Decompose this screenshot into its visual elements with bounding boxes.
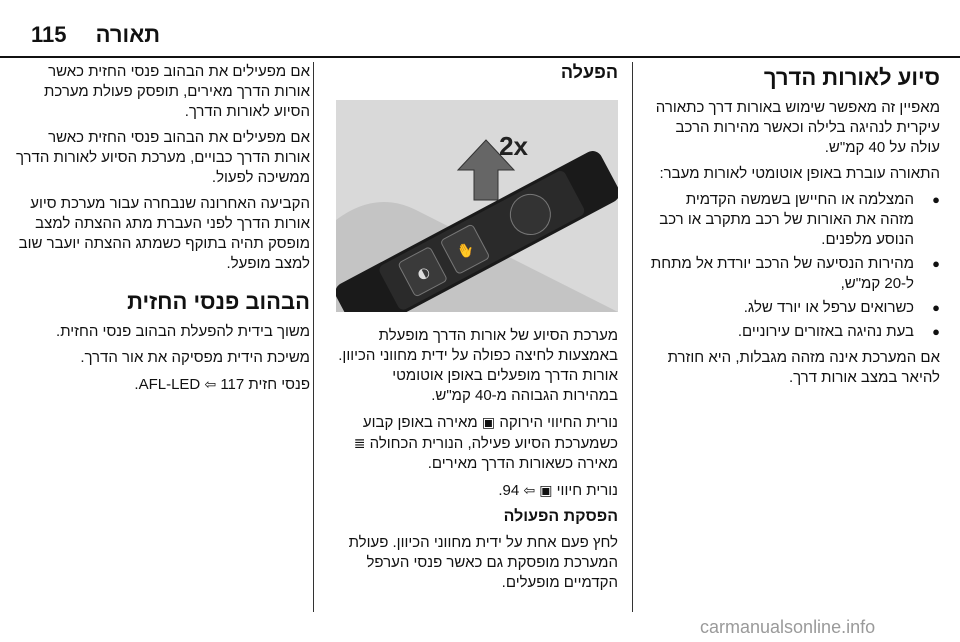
list-item: ● מהירות הנסיעה של הרכב יורדת אל מתחת ל-20 קמ"ש, (650, 254, 940, 294)
paragraph-activation: מערכת הסיוע של אורות הדרך מופעלת באמצעות לחיצה כפולה על ידית מחווני הכיוון. אורות הדרך מופעלים באופן אוטומטי במהירות הגבוהה מ-40 קמ"ש. (338, 327, 618, 404)
list-item: ● כשרואים ערפל או יורד שלג. (650, 298, 940, 318)
stalk-drawing (336, 100, 618, 312)
reference-arrow-icon: ⇦ (523, 482, 536, 498)
column-high-beam-assist (650, 62, 940, 394)
paragraph-last-setting: הקביעה האחרונה שנבחרה עבור מערכת סיוע אורות הדרך לפני העברת מתג ההצתה למצב מופסק תהיה בתוקף כשמתג ההצתה יועבר שוב למצב מופעל. (18, 195, 310, 272)
paragraph-intro: מאפיין זה מאפשר שימוש באורות דרך כתאורה עיקרית לנהיגה בלילה וכאשר מהירות הרכב עולה על 40 קמ"ש. (655, 99, 940, 156)
page-header (0, 0, 960, 58)
indicator-text-c: מאירה כשאורות הדרך מאירים. (427, 455, 618, 472)
section-heading-headlight-flash: הבהוב פנסי החזית (127, 289, 310, 314)
paragraph-switch: התאורה עוברת באופן אוטומטי לאורות מעבר: (659, 165, 940, 182)
double-press-label: 2x (499, 131, 528, 161)
auto-high-beam-icon: ▣ (539, 482, 553, 498)
indicator-text-a: נורית החיווי הירוקה (499, 414, 618, 431)
watermark: carmanualsonline.info (700, 617, 876, 637)
column-flash (15, 62, 310, 401)
header-rule (0, 56, 960, 58)
paragraph-pull-lever: משוך בידית להפעלת הבהוב פנסי החזית. (56, 323, 310, 340)
section-heading-activation: הפעלה (560, 62, 618, 82)
column-divider (632, 62, 633, 612)
afl-page: 117. (134, 376, 245, 393)
chapter-title: תאורה (95, 22, 160, 47)
indicator-text-b: מאירה באופן קבוע כשמערכת הסיוע פעילה, הנורית הכחולה (362, 414, 618, 452)
paragraph-indicator (336, 412, 618, 474)
paragraph-flash-off: אם מפעילים את הבהוב פנסי החזית כאשר אורות הדרך כבויים, מערכת הסיוע לאורות הדרך ממשיכה לפעול. (15, 129, 310, 186)
paragraph-outro: אם המערכת אינה מזהה מגבלות, היא חוזרת להיאר במצב אורות דרך. (667, 349, 940, 386)
column-divider (313, 62, 314, 612)
svg-text:✋: ✋ (454, 239, 478, 263)
page-number: 115 (31, 22, 67, 47)
paragraph-afl-reference (15, 374, 310, 395)
paragraph-reference (336, 480, 618, 501)
subheading-deactivation: הפסקת הפעולה (503, 508, 618, 525)
reference-page: 94. (498, 482, 520, 499)
column-activation (336, 62, 618, 599)
paragraph-deactivation: לחץ פעם אחת על ידית מחווני הכיוון. פעולת המערכת מופסקת גם כאשר פנסי הערפל הקדמיים מופעלים. (348, 534, 618, 591)
paragraph-cancel-high-beam: משיכת הידית מפסיקה את אור הדרך. (80, 349, 310, 366)
high-beam-icon: ≣ (353, 435, 366, 451)
condition-list (650, 190, 940, 342)
auto-high-beam-icon: ▣ (481, 414, 496, 430)
afl-text: פנסי חזית AFL-LED (138, 376, 310, 393)
paragraph-flash-on: אם מפעילים את הבהוב פנסי החזית כאשר אורות הדרך מאירים, תופסק פעולת מערכת הסיוע לאורות הדרך. (44, 63, 310, 120)
list-item: ● בעת נהיגה באזורים עירוניים. (650, 322, 940, 342)
svg-text:◐: ◐ (414, 263, 433, 284)
reference-text: נורית חיווי (556, 482, 618, 499)
reference-arrow-icon: ⇦ (204, 376, 217, 392)
list-item: ● המצלמה או החיישן בשמשה הקדמית מזהה את האורות של רכב מתקרב או רכב הנוסע מלפנים. (650, 190, 940, 250)
section-heading-high-beam-assist: סיוע לאורות הדרך (763, 65, 940, 90)
stalk-illustration (336, 100, 618, 312)
